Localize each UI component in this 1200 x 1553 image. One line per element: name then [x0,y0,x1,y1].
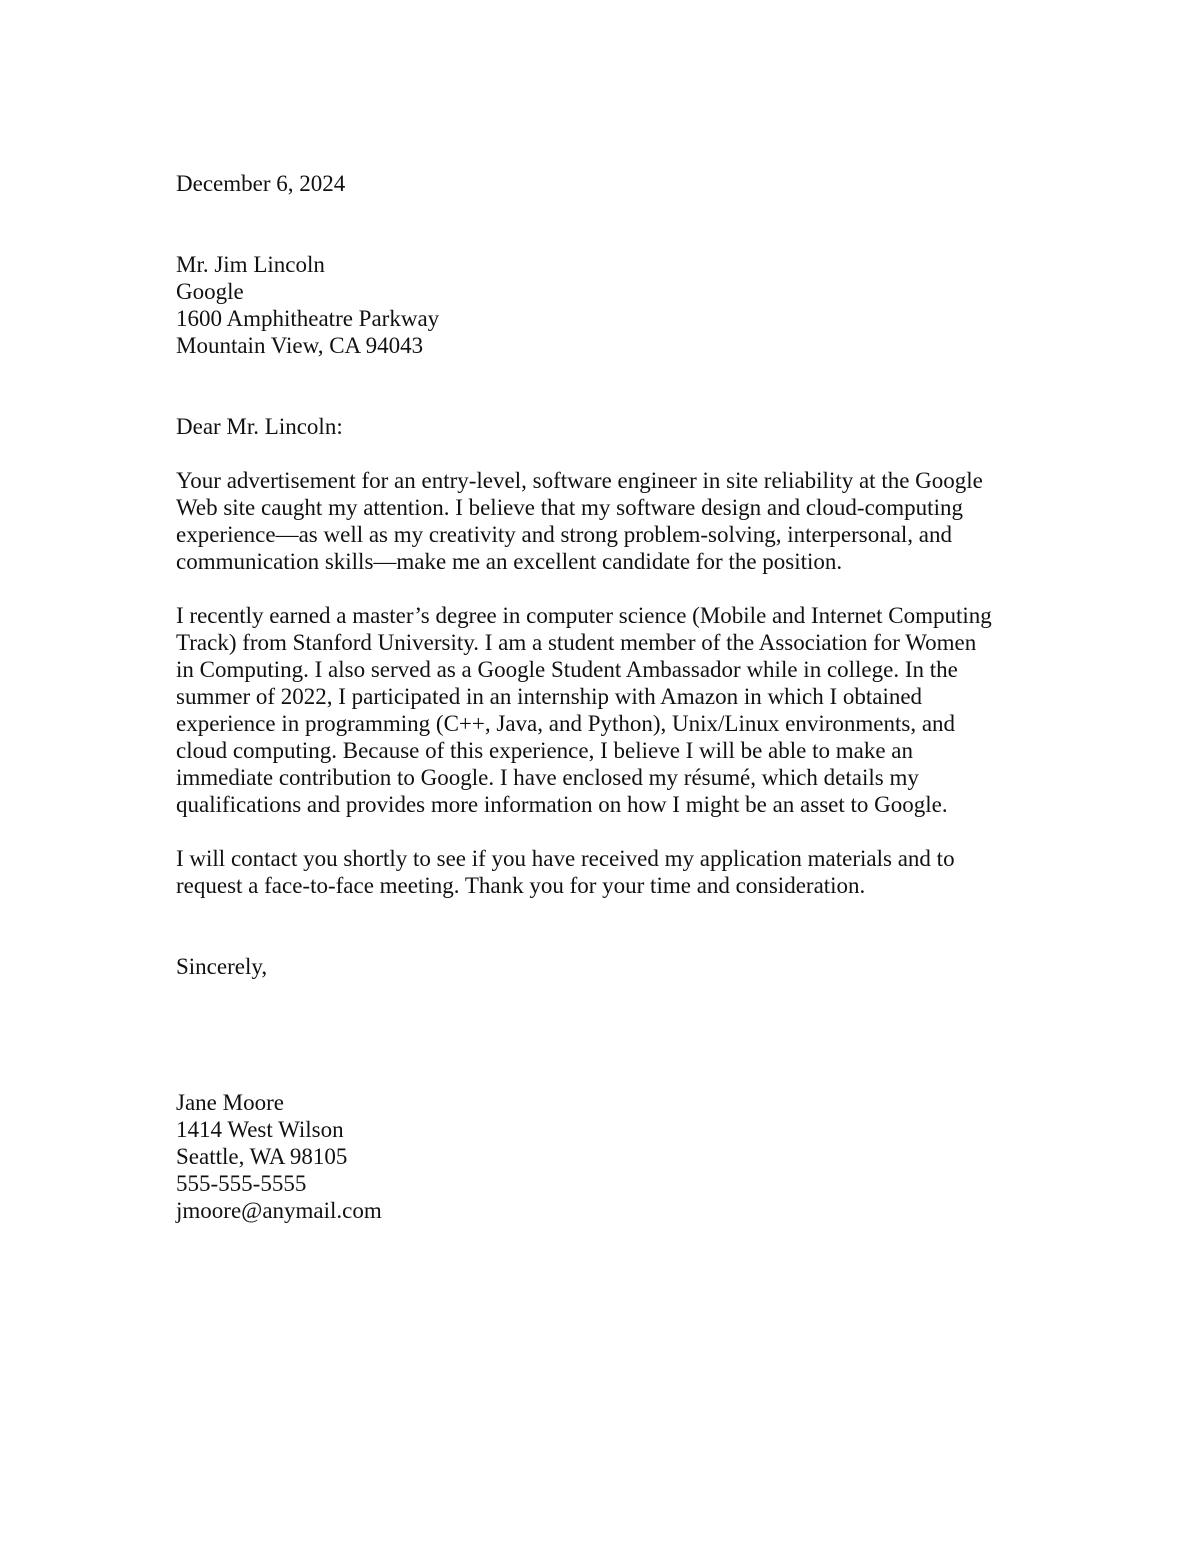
salutation: Dear Mr. Lincoln: [176,414,343,439]
recipient-city-state-zip: Mountain View, CA 94043 [176,333,424,358]
paragraph-line: Your advertisement for an entry-level, software engineer in site reliability at the Google [176,468,983,493]
paragraph-line: communication skills—make me an excellent candidate for the position. [176,549,843,574]
paragraph-line: immediate contribution to Google. I have enclosed my résumé, which details my [176,765,919,790]
recipient-company: Google [176,279,244,304]
sender-phone: 555-555-5555 [176,1171,307,1196]
paragraph-line: Track) from Stanford University. I am a student member of the Association for Women [176,630,977,655]
closing: Sincerely, [176,954,268,979]
sender-street: 1414 West Wilson [176,1117,344,1142]
paragraph-line: I will contact you shortly to see if you have received my application materials and to [176,846,955,871]
sender-city-state-zip: Seattle, WA 98105 [176,1144,348,1169]
paragraph-line: I recently earned a master’s degree in computer science (Mobile and Internet Computing [176,603,992,628]
recipient-street: 1600 Amphitheatre Parkway [176,306,440,331]
letter-date: December 6, 2024 [176,171,346,196]
sender-name: Jane Moore [176,1090,284,1115]
sender-email: jmoore@anymail.com [176,1198,382,1223]
paragraph-line: cloud computing. Because of this experience, I believe I will be able to make an [176,738,914,763]
paragraph-line: experience—as well as my creativity and strong problem-solving, interpersonal, and [176,522,953,547]
paragraph-line: Web site caught my attention. I believe that my software design and cloud-computing [176,495,963,520]
paragraph-line: summer of 2022, I participated in an internship with Amazon in which I obtained [176,684,923,709]
paragraph-line: qualifications and provides more information on how I might be an asset to Google. [176,792,948,817]
paragraph-line: request a face-to-face meeting. Thank you for your time and consideration. [176,873,866,898]
recipient-name: Mr. Jim Lincoln [176,252,325,277]
paragraph-line: in Computing. I also served as a Google Student Ambassador while in college. In the [176,657,958,682]
paragraph-line: experience in programming (C++, Java, and Python), Unix/Linux environments, and [176,711,956,736]
